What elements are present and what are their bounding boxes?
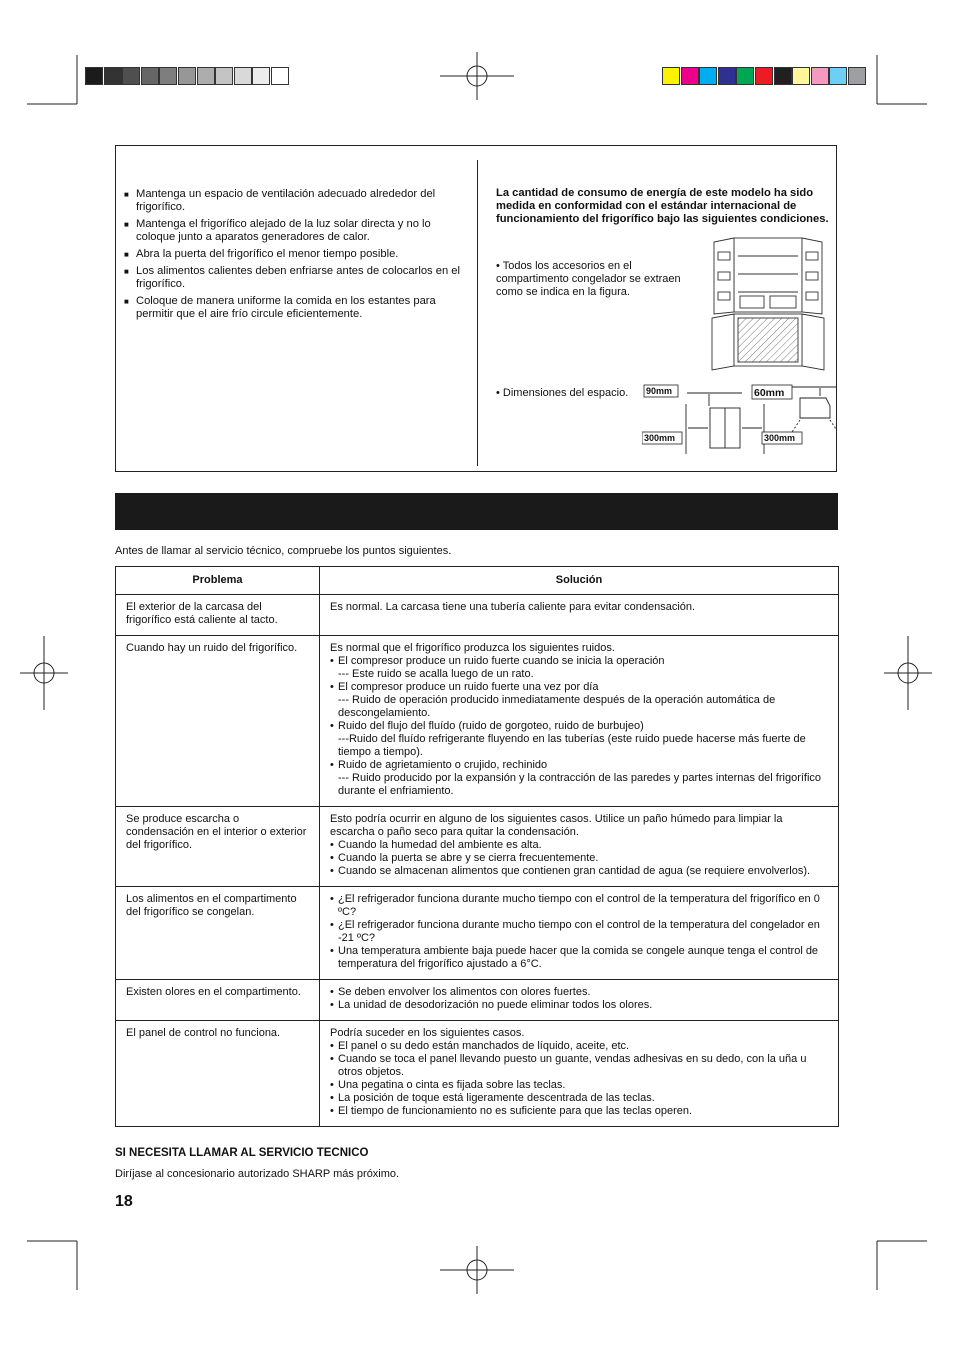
gray-swatch [159,67,177,85]
color-swatch [718,67,736,85]
solution-cell [320,980,839,1021]
table-header-row [116,567,839,595]
space-dimensions-illustration [642,384,837,454]
dimension-label-top: 90mm [646,386,673,396]
solution-paragraph: Podría suceder en los siguientes casos. [330,1027,525,1039]
color-swatch [774,67,792,85]
gray-swatch [122,67,140,85]
solution-list [330,986,828,1012]
solution-bullet: • Cuando la puerta se abre y se cierra frecuentemente. [330,852,828,865]
gray-swatch [104,67,122,85]
problem-cell: Se produce escarcha o condensación en el interior o exterior del frigorífico. [116,807,320,887]
energy-tips-list [124,188,464,325]
color-swatch [699,67,717,85]
solution-bullet: • Cuando se almacenan alimentos que contienen gran cantidad de agua (se requiere envolverlos). [330,865,828,878]
problem-cell: Los alimentos en el compartimento del frigorífico se congelan. [116,887,320,980]
dimension-label-right: 300mm [764,433,796,443]
solution-bullet: • Una temperatura ambiente baja puede hacer que la comida se congele aunque tenga el control de temperatura del frigorífico ajustado a 6°C. [330,945,828,971]
accessories-note: • Todos los accesorios en el compartimento congelador se extraen como se indica en la figura. [496,260,681,298]
solution-bullet: • ¿El refrigerador funciona durante mucho tiempo con el control de la temperatura del congelador en -21 ºC? [330,919,828,945]
solution-bullet: • Se deben envolver los alimentos con olores fuertes. [330,986,828,999]
solution-list [330,1027,828,1118]
solution-cell [320,1021,839,1127]
solution-bullet: • El compresor produce un ruido fuerte una vez por día [330,681,828,694]
solution-list [330,893,828,971]
gray-swatch [141,67,159,85]
color-swatch [792,67,810,85]
solution-bullet: • Ruido de agrietamiento o crujido, rechinido [330,759,828,772]
solution-subnote: --- Este ruido se acalla luego de un rato. [338,668,534,680]
solution-bullet: • Cuando se toca el panel llevando puesto un guante, vendas adhesivas en su dedo, con la uña u otros objetos. [330,1053,828,1079]
solution-bullet: • Ruido del flujo del fluído (ruido de gorgoteo, ruido de burbujeo) [330,720,828,733]
section-title-band [115,493,838,530]
gray-swatch [197,67,215,85]
color-swatch [811,67,829,85]
tip-item: ■ Mantenga el frigorífico alejado de la luz solar directa y no lo coloque junto a aparatos generadores de calor. [124,218,464,244]
page-number: 18 [115,1193,133,1210]
tip-item: ■ Mantenga un espacio de ventilación adecuado alrededor del frigorífico. [124,188,464,214]
open-fridge-illustration [708,236,828,372]
header-problem: Problema [116,567,320,595]
registration-target-top [440,52,514,100]
problem-cell: El exterior de la carcasa del frigorífico está caliente al tacto. [116,595,320,636]
solution-bullet: • ¿El refrigerador funciona durante mucho tiempo con el control de la temperatura del frigorífico en 0 ºC? [330,893,828,919]
gray-swatch [85,67,103,85]
energy-tips-box [115,145,837,472]
header-solution: Solución [320,567,839,595]
table-row [116,807,839,887]
solution-cell [320,636,839,807]
registration-target-left [20,636,68,710]
table-row [116,636,839,807]
solution-bullet: • Una pegatina o cinta es fijada sobre las teclas. [330,1079,828,1092]
tip-item: ■ Abra la puerta del frigorífico el menor tiempo posible. [124,248,464,261]
gray-swatch [271,67,289,85]
table-row [116,595,839,636]
registration-target-bottom [440,1246,514,1294]
solution-paragraph: Es normal. La carcasa tiene una tubería caliente para evitar condensación. [330,601,696,613]
color-swatch [736,67,754,85]
table-row [116,1021,839,1127]
solution-bullet: • Cuando la humedad del ambiente es alta. [330,839,828,852]
solution-bullet: • La posición de toque está ligeramente descentrada de las teclas. [330,1092,828,1105]
tip-item: ■ Coloque de manera uniforme la comida en los estantes para permitir que el aire frío circule eficientemente. [124,295,464,321]
gray-swatch [252,67,270,85]
solution-paragraph: Es normal que el frigorífico produzca los siguientes ruidos. [330,642,615,654]
solution-cell [320,595,839,636]
troubleshooting-table [115,566,839,1127]
problem-cell: Existen olores en el compartimento. [116,980,320,1021]
solution-bullet: • El tiempo de funcionamiento no es suficiente para que las teclas operen. [330,1105,828,1118]
service-heading: SI NECESITA LLAMAR AL SERVICIO TECNICO [115,1147,369,1159]
solution-paragraph: Esto podría ocurrir en alguno de los siguientes casos. Utilice un paño húmedo para limpiar la escarcha o paño seco para quitar la condensación. [330,813,783,838]
solution-cell [320,887,839,980]
table-row [116,980,839,1021]
dimension-label-left: 300mm [644,433,676,443]
solution-list [330,642,828,798]
solution-cell [320,807,839,887]
intro-text: Antes de llamar al servicio técnico, compruebe los puntos siguientes. [115,545,452,557]
energy-measurement-heading: La cantidad de consumo de energía de este modelo ha sido medida en conformidad con el estándar internacional de funcionamiento del frigorífico bajo las siguientes condiciones. [496,187,829,225]
color-swatch [829,67,847,85]
table-row [116,887,839,980]
solution-subnote: --- Ruido de operación producido inmediatamente después de la operación automática de descongelamiento. [338,694,776,719]
problem-cell: El panel de control no funciona. [116,1021,320,1127]
solution-list [330,601,828,614]
registration-target-right [884,636,932,710]
dimension-label-side: 60mm [754,387,785,399]
color-swatch [755,67,773,85]
solution-list [330,813,828,878]
color-swatch [662,67,680,85]
space-dimensions-note: • Dimensiones del espacio. [496,387,629,399]
solution-bullet: • El compresor produce un ruido fuerte cuando se inicia la operación [330,655,828,668]
service-text: Diríjase al concesionario autorizado SHARP más próximo. [115,1168,400,1180]
gray-swatch [215,67,233,85]
color-swatch [848,67,866,85]
solution-subnote: ---Ruido del fluído refrigerante fluyendo en las tuberías (este ruido puede hacerse más fuerte de tiempo a tiempo). [338,733,806,758]
solution-subnote: --- Ruido producido por la expansión y la contracción de las paredes y partes internas del frigorífico durante el enfriamiento. [338,772,822,797]
gray-swatch [178,67,196,85]
troubleshooting-rows [116,595,839,1127]
column-divider [477,160,478,466]
tip-item: ■ Los alimentos calientes deben enfriarse antes de colocarlos en el frigorífico. [124,265,464,291]
solution-bullet: • El panel o su dedo están manchados de líquido, aceite, etc. [330,1040,828,1053]
solution-bullet: • La unidad de desodorización no puede eliminar todos los olores. [330,999,828,1012]
problem-cell: Cuando hay un ruido del frigorífico. [116,636,320,807]
color-swatch [681,67,699,85]
gray-swatch [234,67,252,85]
